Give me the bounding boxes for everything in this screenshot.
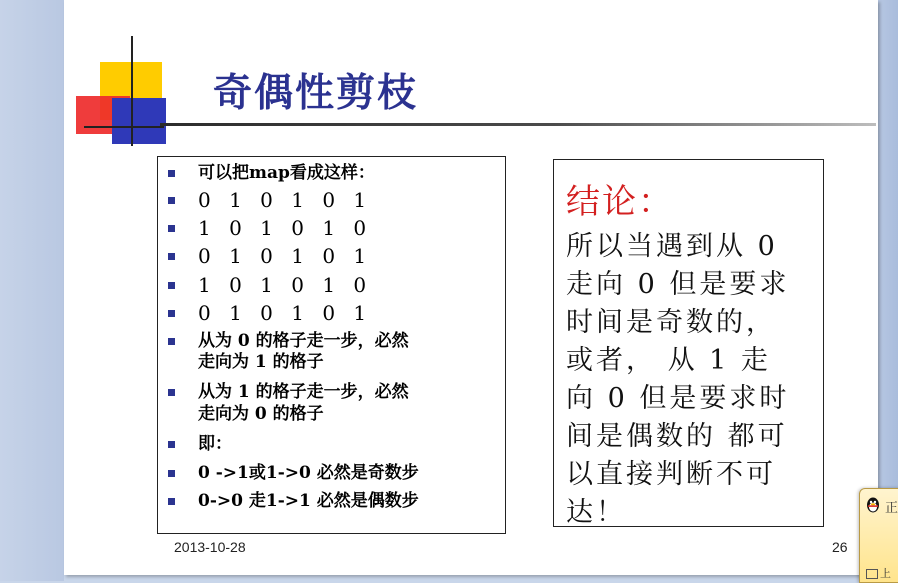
conclusion-box — [553, 159, 824, 527]
list-item-text: 0 1 0 1 0 1 — [198, 244, 373, 268]
conclusion-line: 走向 0 但是要求 — [566, 269, 790, 300]
list-item-text: 0->0 走1->1 必然是偶数步 — [198, 491, 419, 511]
bullet-icon — [168, 310, 175, 317]
slide — [64, 0, 878, 575]
decor-vertical-line — [131, 36, 133, 146]
window-background-left — [0, 0, 64, 581]
list-item-text: 即： — [198, 434, 232, 454]
monitor-icon — [866, 569, 878, 579]
qq-bottom-text: 上 — [880, 567, 891, 580]
list-item-text: 1 0 1 0 1 0 — [198, 216, 373, 240]
bullet-icon — [168, 282, 175, 289]
title-underline — [160, 123, 876, 126]
list-item-text: 可以把map看成这样： — [198, 163, 375, 183]
list-item-text: 从为 0 的格子走一步，必然 — [198, 331, 409, 351]
slide-title: 奇偶性剪枝 — [213, 71, 419, 116]
conclusion-line: 所以当遇到从 0 — [566, 231, 778, 262]
list-item-text: 0 1 0 1 0 1 — [198, 301, 373, 325]
conclusion-line: 向 0 但是要求时 — [566, 383, 790, 414]
bullet-icon — [168, 389, 175, 396]
conclusion-line: 时间是奇数的， — [566, 307, 776, 338]
list-item-text: 0 ->1或1->0 必然是奇数步 — [198, 463, 419, 483]
bullet-icon — [168, 470, 175, 477]
list-item-text: 从为 1 的格子走一步，必然 — [198, 382, 409, 402]
qq-floating-widget[interactable] — [859, 488, 898, 583]
qq-bottom-bar[interactable] — [866, 565, 891, 581]
conclusion-line: 以直接判断不可 — [566, 459, 776, 490]
bullet-icon — [168, 253, 175, 260]
conclusion-heading: 结论： — [566, 182, 674, 222]
bullet-icon — [168, 170, 175, 177]
bullet-icon — [168, 225, 175, 232]
bullet-icon — [168, 441, 175, 448]
qq-status-text: 正 — [885, 501, 898, 516]
list-item-text: 走向为 0 的格子 — [198, 404, 324, 424]
list-item-text: 0 1 0 1 0 1 — [198, 188, 373, 212]
bullet-icon — [168, 197, 175, 204]
conclusion-line: 间是偶数的 都可 — [566, 421, 788, 452]
list-item-text: 1 0 1 0 1 0 — [198, 273, 373, 297]
list-item-text: 走向为 1 的格子 — [198, 352, 324, 372]
decor-horizontal-line — [84, 126, 164, 128]
conclusion-line: 或者， 从 1 走 — [566, 345, 771, 376]
slide-date: 2013-10-28 — [174, 539, 246, 555]
conclusion-line: 达！ — [566, 497, 626, 528]
slide-page-number: 26 — [832, 539, 848, 555]
qq-penguin-icon[interactable] — [866, 497, 880, 513]
bullet-icon — [168, 498, 175, 505]
bullet-icon — [168, 338, 175, 345]
decor-blue-square — [112, 98, 166, 144]
left-text-box — [157, 156, 506, 534]
